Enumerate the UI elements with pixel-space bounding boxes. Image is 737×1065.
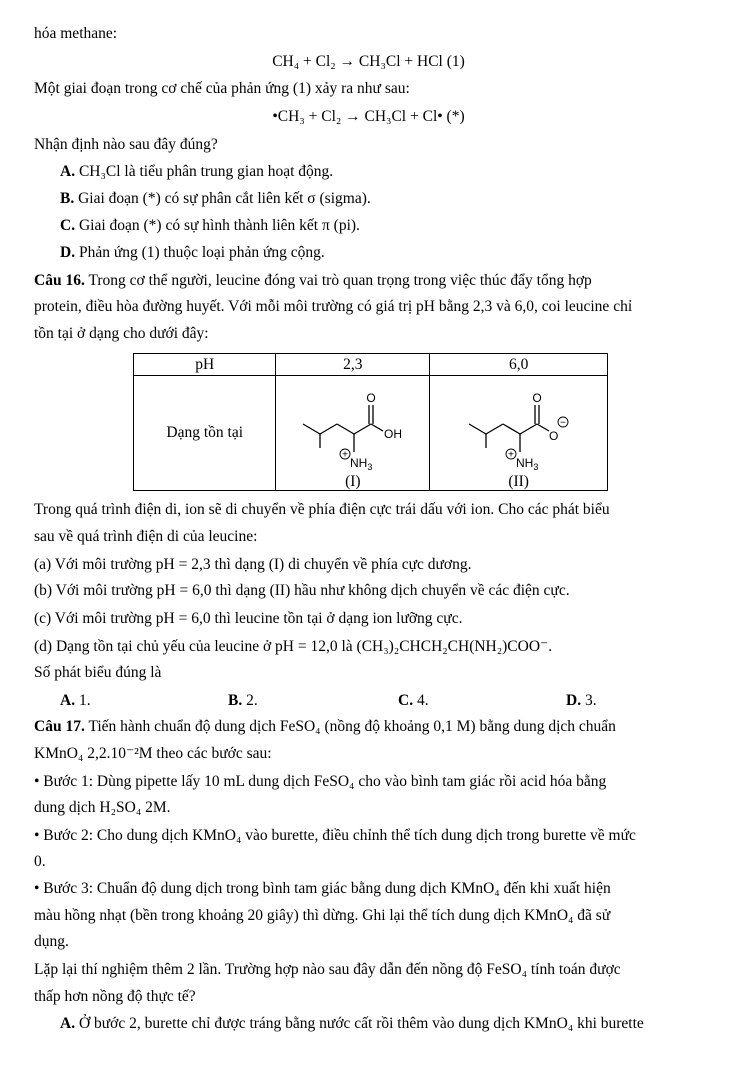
table-header-ph-2-3: 2,3	[276, 354, 430, 376]
table-header-ph: pH	[134, 354, 276, 376]
q15-option-c: C. Giai đoạn (*) có sự hình thành liên kết π (pi).	[60, 217, 360, 234]
positive-charge-sign: +	[341, 449, 348, 461]
q17-stem-line-2: KMnO₄ 2,2.10⁻²M theo các bước sau:	[34, 745, 272, 762]
step3-line-1: • Bước 3: Chuẩn độ dung dịch trong bình tam giác bằng dung dịch KMnO₄ đến khi xuất hiện	[34, 880, 611, 897]
electrophoresis-line-2: sau về quá trình điện di của leucine:	[34, 528, 258, 545]
step3-line-2: màu hồng nhạt (bền trong khoảng 20 giây) thì dừng. Ghi lại thể tích dung dịch KMnO₄ đã sử	[34, 907, 611, 924]
ammonium-label: $NH_3$	[515, 456, 538, 472]
step2-line-2: 0.	[34, 853, 46, 870]
statement-c: (c) Với môi trường pH = 6,0 thì leucine tồn tại ở dạng ion lưỡng cực.	[34, 610, 463, 627]
q17-option-a: A. Ở bước 2, burette chỉ được tráng bằng nước cất rồi thêm vào dung dịch KMnO₄ khi burette	[60, 1015, 644, 1032]
table-row-label: Dạng tồn tại	[134, 376, 276, 491]
leucine-ph-table	[133, 353, 608, 491]
leucine-cation-structure	[293, 376, 413, 480]
statement-b: (b) Với môi trường pH = 6,0 thì dạng (II) hầu như không dịch chuyển về các điện cực.	[34, 582, 570, 599]
positive-charge-sign: +	[507, 449, 514, 461]
hydroxyl-label: OH	[383, 427, 402, 441]
answer-d: D. 3.	[566, 692, 597, 709]
q15-option-a: A. CH₃Cl là tiểu phân trung gian hoạt động.	[60, 163, 334, 180]
structure-label-i: (I)	[345, 473, 361, 490]
carbonyl-oxygen-label: O	[531, 391, 542, 405]
answer-a: A. 1.	[60, 692, 91, 709]
table-header-ph-6-0: 6,0	[430, 354, 608, 376]
q16-stem-line-1: Câu 16. Trong cơ thể người, leucine đóng vai trò quan trọng trong việc thúc đẩy tổng hợp	[34, 272, 592, 289]
equation-2: •CH₃ + Cl₂ → CH₃Cl + Cl• (*)	[272, 108, 465, 125]
answer-c: C. 4.	[398, 692, 429, 709]
step2-line-1: • Bước 2: Cho dung dịch KMnO₄ vào burette, điều chỉnh thể tích dung dịch trong burette về mức	[34, 827, 636, 844]
repeat-line-1: Lặp lại thí nghiệm thêm 2 lần. Trường hợp nào sau đây dẫn đến nồng độ FeSO₄ tính toán được	[34, 961, 621, 978]
answer-b: B. 2.	[228, 692, 258, 709]
negative-charge-sign: −	[559, 417, 566, 429]
leucine-zwitterion-structure	[459, 376, 579, 480]
q16-stem-line-2: protein, điều hòa đường huyết. Với mỗi môi trường có giá trị pH bằng 2,3 và 6,0, coi leucine chỉ	[34, 298, 633, 315]
statement-d: (d) Dạng tồn tại chủ yếu của leucine ở pH = 12,0 là (CH₃)₂CHCH₂CH(NH₂)COO⁻.	[34, 638, 553, 655]
equation-1: CH₄ + Cl₂ → CH₃Cl + HCl (1)	[272, 53, 465, 70]
statement-a: (a) Với môi trường pH = 2,3 thì dạng (I) di chuyển về phía cực dương.	[34, 556, 472, 573]
carbonyl-oxygen-label: O	[366, 391, 376, 405]
step1-line-1: • Bước 1: Dùng pipette lấy 10 mL dung dịch FeSO₄ cho vào bình tam giác rồi acid hóa bằng	[34, 773, 607, 790]
count-prompt: Số phát biểu đúng là	[34, 664, 162, 681]
structure-cell-i	[276, 376, 430, 491]
q16-stem-line-3: tồn tại ở dạng cho dưới đây:	[34, 325, 209, 342]
step3-line-3: dụng.	[34, 933, 69, 950]
q17-stem-line-1: Câu 17. Tiến hành chuẩn độ dung dịch FeSO₄ (nồng độ khoảng 0,1 M) bằng dung dịch chuẩn	[34, 718, 616, 735]
step1-line-2: dung dịch H₂SO₄ 2M.	[34, 799, 171, 816]
q15-prompt: Nhận định nào sau đây đúng?	[34, 136, 218, 153]
stage-line: Một giai đoạn trong cơ chế của phản ứng (1) xảy ra như sau:	[34, 80, 410, 97]
structure-cell-ii	[430, 376, 608, 491]
q15-option-d: D. Phản ứng (1) thuộc loại phản ứng cộng.	[60, 244, 325, 261]
q15-option-b: B. Giai đoạn (*) có sự phân cắt liên kết σ (sigma).	[60, 190, 371, 207]
repeat-line-2: thấp hơn nồng độ thực tế?	[34, 988, 196, 1005]
electrophoresis-line-1: Trong quá trình điện di, ion sẽ di chuyển về phía điện cực trái dấu với ion. Cho các phát biểu	[34, 501, 610, 518]
ammonium-label: $NH_3$	[349, 456, 373, 472]
intro-line: hóa methane:	[34, 25, 118, 42]
structure-label-ii: (II)	[508, 473, 529, 490]
carboxylate-oxygen-label: O	[548, 429, 558, 443]
